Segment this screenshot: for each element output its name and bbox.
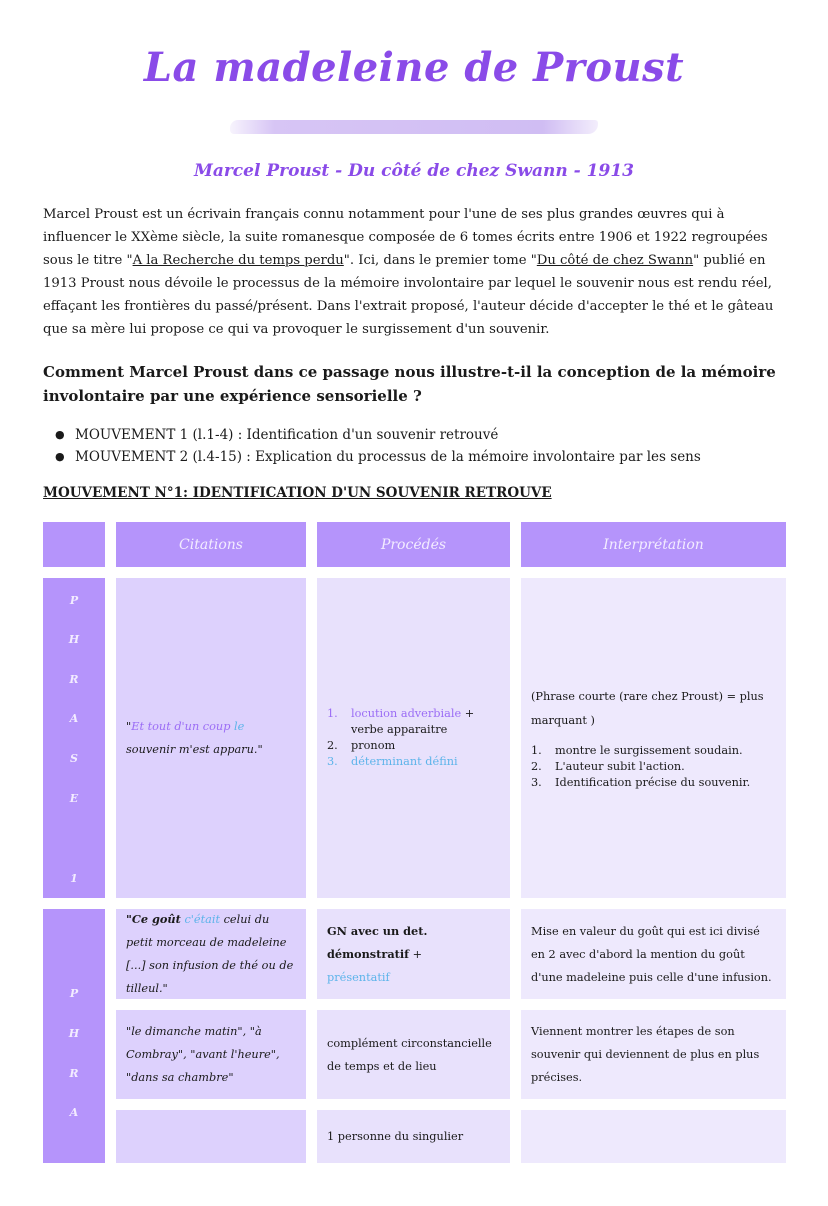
phrase-letter: A bbox=[69, 1106, 79, 1119]
header-procedes: Procédés bbox=[317, 522, 510, 567]
movements-list bbox=[55, 424, 701, 468]
intro-paragraph: Marcel Proust est un écrivain français connu notamment pour l'une de ses plus grandes œuvres qui à influencer le XXème siècle, la suite romanesque composée de 6 tomes écrits entre 1906 et 1922 regroupées sous le titre "A la Recherche du temps perdu". Ici, dans le premier tome "Du côté de chez Swann" publié en 1913 Proust nous dévoile le processus de la mémoire involontaire par lequel le souvenir nous est rendu réel, effaçant les frontières du passé/présent. Dans l'extrait proposé, l'auteur décide d'accepter le thé et le gâteau que sa mère lui propose ce qui va provoquer le surgissement d'un souvenir. bbox=[43, 207, 774, 337]
phrase-1-label bbox=[43, 578, 105, 898]
subtitle: Marcel Proust - Du côté de chez Swann - 1913 bbox=[194, 161, 634, 181]
phrase-letter: R bbox=[69, 1067, 79, 1080]
row1-interpretation bbox=[521, 578, 786, 898]
link-recherche-temps-perdu: A la Recherche du temps perdu bbox=[132, 253, 344, 268]
list-item: ● MOUVEMENT 1 (l.1-4) : Identification d'un souvenir retrouvé bbox=[55, 424, 701, 446]
list-item: 1. montre le surgissement soudain. bbox=[531, 744, 743, 757]
phrase-letter: E bbox=[69, 792, 79, 805]
phrase-letter: S bbox=[70, 752, 78, 765]
list-item: verbe apparaitre bbox=[351, 723, 448, 736]
row1-citation: "Et tout d'un coup le souvenir m'est apparu." bbox=[116, 578, 306, 898]
phrase-letter: 1 bbox=[70, 872, 78, 885]
interpretation-lead: (Phrase courte (rare chez Proust) = plus marquant ) bbox=[531, 690, 764, 727]
row4-procedes: 1 personne du singulier bbox=[317, 1110, 510, 1163]
table-corner-cell bbox=[43, 522, 105, 567]
row4-citation bbox=[116, 1110, 306, 1163]
list-item: 2. L'auteur subit l'action. bbox=[531, 760, 685, 773]
list-item: 3. Identification précise du souvenir. bbox=[531, 776, 751, 789]
row1-procedes bbox=[317, 578, 510, 898]
phrase-letter: P bbox=[69, 594, 79, 607]
header-citations: Citations bbox=[116, 522, 306, 567]
row3-interpretation: Viennent montrer les étapes de son souvenir qui deviennent de plus en plus précises. bbox=[521, 1010, 786, 1099]
movement-heading: MOUVEMENT N°1: IDENTIFICATION D'UN SOUVENIR RETROUVE bbox=[43, 485, 552, 501]
header-interpretation: Interprétation bbox=[521, 522, 786, 567]
phrase-letter: P bbox=[69, 987, 79, 1000]
list-item: ● MOUVEMENT 2 (l.4-15) : Explication du processus de la mémoire involontaire par les sens bbox=[55, 446, 701, 468]
phrase-letter: H bbox=[68, 633, 80, 646]
row3-procedes: complément circonstancielle de temps et de lieu bbox=[317, 1010, 510, 1099]
phrase-letter: H bbox=[68, 1027, 80, 1040]
list-item: 1. locution adverbiale + bbox=[327, 707, 475, 720]
row2-interpretation: Mise en valeur du goût qui est ici divisé en 2 avec d'abord la mention du goût d'une madeleine puis celle d'une infusion. bbox=[521, 909, 786, 999]
phrase-2-label bbox=[43, 909, 105, 1163]
list-item: 2. pronom bbox=[327, 739, 396, 752]
page-title: La madeleine de Proust bbox=[143, 44, 685, 91]
list-item: 3. déterminant défini bbox=[327, 755, 458, 768]
row2-procedes: GN avec un det. démonstratif + présentatif bbox=[317, 909, 510, 999]
row3-citation: "le dimanche matin", "à Combray", "avant l'heure", "dans sa chambre" bbox=[116, 1010, 306, 1099]
row4-interpretation bbox=[521, 1110, 786, 1163]
row2-citation: "Ce goût c'était celui du petit morceau de madeleine [...] son infusion de thé ou de tilleul." bbox=[116, 909, 306, 999]
problematique: Comment Marcel Proust dans ce passage nous illustre-t-il la conception de la mémoire involontaire par une expérience sensorielle ? bbox=[43, 363, 776, 405]
title-brush-underline bbox=[230, 120, 598, 134]
phrase-letter: A bbox=[69, 712, 79, 725]
link-cote-chez-swann: Du côté de chez Swann bbox=[536, 253, 694, 268]
phrase-letter: R bbox=[69, 673, 79, 686]
